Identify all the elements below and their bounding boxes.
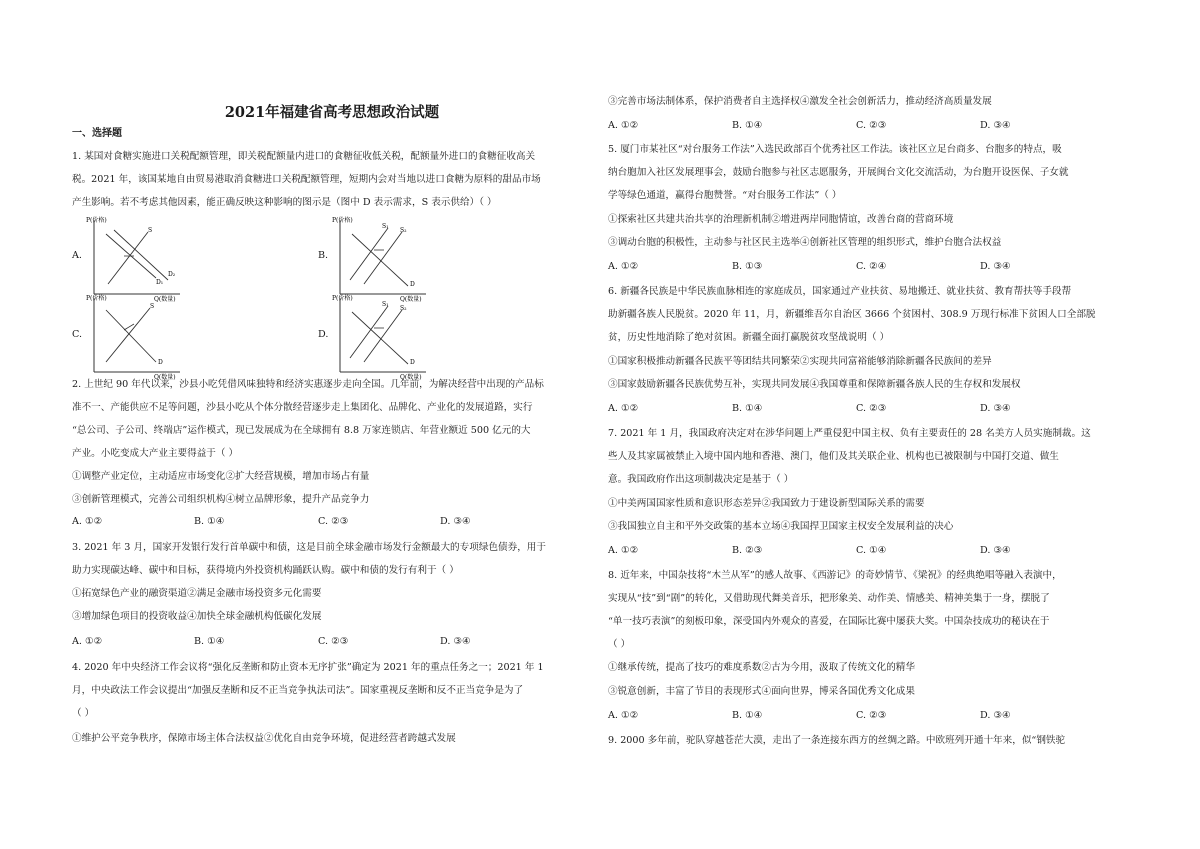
q1-option-b-label: B. bbox=[318, 250, 329, 261]
q3-option-d: D. ③④ bbox=[440, 636, 471, 647]
q2-option-d: D. ③④ bbox=[440, 516, 471, 527]
q1-graph-d-xaxis: Q(数量) bbox=[400, 374, 422, 380]
q1-graph-d-yaxis: P(价格) bbox=[332, 295, 353, 302]
q8-line-3: “单一技巧表演”的刻板印象，深受国内外观众的喜爱，在国际比赛中屡获大奖。中国杂技成功的秘诀在于 bbox=[608, 616, 1050, 627]
q1-graph-d-curve-2: S₂ bbox=[400, 305, 407, 312]
q3-line-3: ①拓宽绿色产业的融资渠道②满足金融市场投资多元化需要 bbox=[72, 588, 322, 599]
q6-option-b: B. ①④ bbox=[732, 403, 763, 414]
q8-line-6: ③锐意创新，丰富了节目的表现形式④面向世界，博采各国优秀文化成果 bbox=[608, 686, 915, 697]
q1-graph-a-xaxis: Q(数量) bbox=[154, 296, 176, 302]
q7-line-4: ①中美两国国家性质和意识形态差异②我国致力于建设新型国际关系的需要 bbox=[608, 498, 925, 509]
q7-line-5: ③我国独立自主和平外交政策的基本立场④我国捍卫国家主权安全发展利益的决心 bbox=[608, 521, 954, 532]
q5-option-c: C. ②④ bbox=[856, 261, 887, 272]
q6-line-1: 6. 新疆各民族是中华民族血脉相连的家庭成员，国家通过产业扶贫、易地搬迁、就业扶贫、教育帮扶等手段帮 bbox=[608, 286, 1072, 297]
q2-option-c: C. ②③ bbox=[318, 516, 349, 527]
q3-line-1: 3. 2021 年 3 月，国家开发银行发行首单碳中和债，这是目前全球金融市场发行金额最大的专项绿色债券，用于 bbox=[72, 542, 546, 553]
q3-line-4: ③增加绿色项目的投资收益④加快全球金融机构低碳化发展 bbox=[72, 611, 322, 622]
q1-graph-d-curve-1: S₁ bbox=[382, 301, 389, 308]
q1-graph-d bbox=[330, 292, 430, 380]
q1-option-c-label: C. bbox=[72, 329, 83, 340]
q3-option-b: B. ①④ bbox=[194, 636, 225, 647]
q1-graph-c-curve-1: S bbox=[150, 303, 155, 310]
q1-graph-b bbox=[330, 214, 430, 302]
q4b-line-1: ③完善市场法制体系，保护消费者自主选择权④激发全社会创新活力，推动经济高质量发展 bbox=[608, 96, 992, 107]
q4-line-4: ①维护公平竞争秩序，保障市场主体合法权益②优化自由竞争环境，促进经营者跨越式发展 bbox=[72, 733, 456, 744]
q1-graph-a-curve-3: D₂ bbox=[168, 271, 176, 278]
q4-line-3: （ ） bbox=[72, 708, 95, 719]
q6-option-a: A. ①② bbox=[608, 403, 639, 414]
q1-graph-b-xaxis: Q(数量) bbox=[400, 296, 422, 302]
q1-line-2: 税。2021 年，该国某地自由贸易港取消食糖进口关税配额管理，短期内会对当地以进口食糖为原料的甜品市场 bbox=[72, 174, 541, 185]
q7-option-b: B. ②③ bbox=[732, 545, 763, 556]
q7-line-3: 意。我国政府作出这项制裁决定是基于（ ） bbox=[608, 474, 794, 485]
q5-option-b: B. ①③ bbox=[732, 261, 763, 272]
q4-option-a: A. ①② bbox=[608, 120, 639, 131]
q1-line-3: 产生影响。若不考虑其他因素，能正确反映这种影响的图示是（图中 D 表示需求，S 表示供给）（ ） bbox=[72, 197, 497, 208]
q1-graph-a bbox=[84, 214, 184, 302]
q8-line-2: 实现从“技”到“剧”的转化，又借助现代舞美音乐，把形象美、动作美、情感美、精神美集于一身，摆脱了 bbox=[608, 593, 1050, 604]
q1-graph-b-curve-2: S₂ bbox=[400, 227, 407, 234]
q5-option-d: D. ③④ bbox=[980, 261, 1011, 272]
q7-option-d: D. ③④ bbox=[980, 545, 1011, 556]
q2-option-b: B. ①④ bbox=[194, 516, 225, 527]
q6-line-2: 助新疆各族人民脱贫。2020 年 11，月，新疆维吾尔自治区 3666 个贫困村、308.9 万现行标准下贫困人口全部脱 bbox=[608, 309, 1096, 320]
q4-option-c: C. ②③ bbox=[856, 120, 887, 131]
q1-graph-a-curve-2: D₁ bbox=[156, 279, 164, 286]
q2-line-1: 2. 上世纪 90 年代以来，沙县小吃凭借风味独特和经济实惠逐步走向全国。几年前，为解决经营中出现的产品标 bbox=[72, 379, 544, 390]
q5-line-3: 学等绿色通道，赢得台胞赞誉。“对台服务工作法”（ ） bbox=[608, 190, 842, 201]
q2-line-3: “总公司、子公司、终端店”运作模式，现已发展成为在全球拥有 8.8 万家连锁店、年营业额近 500 亿元的大 bbox=[72, 425, 531, 436]
q6-line-4: ①国家积极推动新疆各民族平等团结共同繁荣②实现共同富裕能够消除新疆各民族间的差异 bbox=[608, 356, 992, 367]
q8-option-c: C. ②③ bbox=[856, 710, 887, 721]
q2-line-4: 产业。小吃变成大产业主要得益于（ ） bbox=[72, 448, 239, 459]
q8-option-b: B. ①④ bbox=[732, 710, 763, 721]
q1-graph-c-yaxis: P(价格) bbox=[86, 295, 107, 302]
q7-line-2: 些人及其家属被禁止入境中国内地和香港、澳门，他们及其关联企业、机构也已被限制与中国打交道、做生 bbox=[608, 451, 1059, 462]
q5-line-5: ③调动台胞的积极性，主动参与社区民主选举④创新社区管理的组织形式，维护台胞合法权益 bbox=[608, 237, 1002, 248]
q6-option-c: C. ②③ bbox=[856, 403, 887, 414]
q1-graph-d-curve-3: D bbox=[410, 359, 415, 366]
section-heading: 一、选择题 bbox=[72, 128, 122, 139]
q1-graph-b-curve-3: D bbox=[410, 281, 415, 288]
q2-line-5: ①调整产业定位，主动适应市场变化②扩大经营规模，增加市场占有量 bbox=[72, 471, 370, 482]
q4-line-2: 月，中央政法工作会议提出“加强反垄断和反不正当竞争执法司法”。国家重视反垄断和反不正当竞争是为了 bbox=[72, 685, 524, 696]
q2-option-a: A. ①② bbox=[72, 516, 103, 527]
q4-option-d: D. ③④ bbox=[980, 120, 1011, 131]
q6-line-5: ③国家鼓励新疆各民族优势互补，实现共同发展④我国尊重和保障新疆各族人民的生存权和发展权 bbox=[608, 379, 1021, 390]
q9-line-1: 9. 2000 多年前，驼队穿越苍茫大漠，走出了一条连接东西方的丝绸之路。中欧班列开通十年来，似“钢铁驼 bbox=[608, 735, 1066, 746]
q1-graph-c-curve-2: D bbox=[158, 359, 163, 366]
q5-line-4: ①探索社区共建共治共享的治理新机制②增进两岸同胞情谊，改善台商的营商环境 bbox=[608, 214, 954, 225]
q4-option-b: B. ①④ bbox=[732, 120, 763, 131]
q1-option-a-label: A. bbox=[72, 250, 82, 261]
q1-graph-a-curve-1: S bbox=[148, 227, 153, 234]
q5-option-a: A. ①② bbox=[608, 261, 639, 272]
q7-line-1: 7. 2021 年 1 月，我国政府决定对在涉华问题上严重侵犯中国主权、负有主要责任的 28 名美方人员实施制裁。这 bbox=[608, 428, 1091, 439]
q1-graph-c bbox=[84, 292, 184, 380]
q5-line-2: 纳台胞加入社区发展理事会，鼓励台胞参与社区志愿服务，开展闽台文化交流活动，为台胞开设医保、子女就 bbox=[608, 167, 1069, 178]
page-title: 2021年福建省高考思想政治试题 bbox=[224, 104, 440, 121]
q1-option-d-label: D. bbox=[318, 329, 329, 340]
q1-graph-b-yaxis: P(价格) bbox=[332, 217, 353, 224]
q3-option-c: C. ②③ bbox=[318, 636, 349, 647]
q7-option-a: A. ①② bbox=[608, 545, 639, 556]
q3-line-2: 助力实现碳达峰、碳中和目标，获得境内外投资机构踊跃认购。碳中和债的发行有利于（ ） bbox=[72, 565, 459, 576]
q1-graph-a-yaxis: P(价格) bbox=[86, 217, 107, 224]
q8-line-4: （ ） bbox=[608, 639, 631, 650]
q8-option-d: D. ③④ bbox=[980, 710, 1011, 721]
q6-option-d: D. ③④ bbox=[980, 403, 1011, 414]
q6-line-3: 贫，历史性地消除了绝对贫困。新疆全面打赢脱贫攻坚战说明（ ） bbox=[608, 332, 890, 343]
q2-line-6: ③创新管理模式，完善公司组织机构④树立品牌形象，提升产品竞争力 bbox=[72, 494, 370, 505]
q8-line-1: 8. 近年来，中国杂技将“木兰从军”的感人故事、《西游记》的奇妙情节、《梁祝》的经典绝唱等融入表演中， bbox=[608, 570, 1062, 581]
q4-line-1: 4. 2020 年中央经济工作会议将“强化反垄断和防止资本无序扩张”确定为 2021 年的重点任务之一；2021 年 1 bbox=[72, 662, 544, 673]
q1-graph-c-xaxis: Q(数量) bbox=[154, 374, 176, 380]
q7-option-c: C. ①④ bbox=[856, 545, 887, 556]
q8-option-a: A. ①② bbox=[608, 710, 639, 721]
q8-line-5: ①继承传统，提高了技巧的难度系数②古为今用，汲取了传统文化的精华 bbox=[608, 662, 915, 673]
q2-line-2: 准不一、产能供应不足等问题，沙县小吃从个体分散经营逐步走上集团化、品牌化、产业化的发展道路，实行 bbox=[72, 402, 533, 413]
q5-line-1: 5. 厦门市某社区“对台服务工作法”入选民政部百个优秀社区工作法。该社区立足台商多、台胞多的特点，吸 bbox=[608, 144, 1062, 155]
q3-option-a: A. ①② bbox=[72, 636, 103, 647]
q1-line-1: 1. 某国对食糖实施进口关税配额管理，即关税配额量内进口的食糖征收低关税，配额量外进口的食糖征收高关 bbox=[72, 151, 536, 162]
q1-graph-b-curve-1: S₁ bbox=[382, 223, 389, 230]
